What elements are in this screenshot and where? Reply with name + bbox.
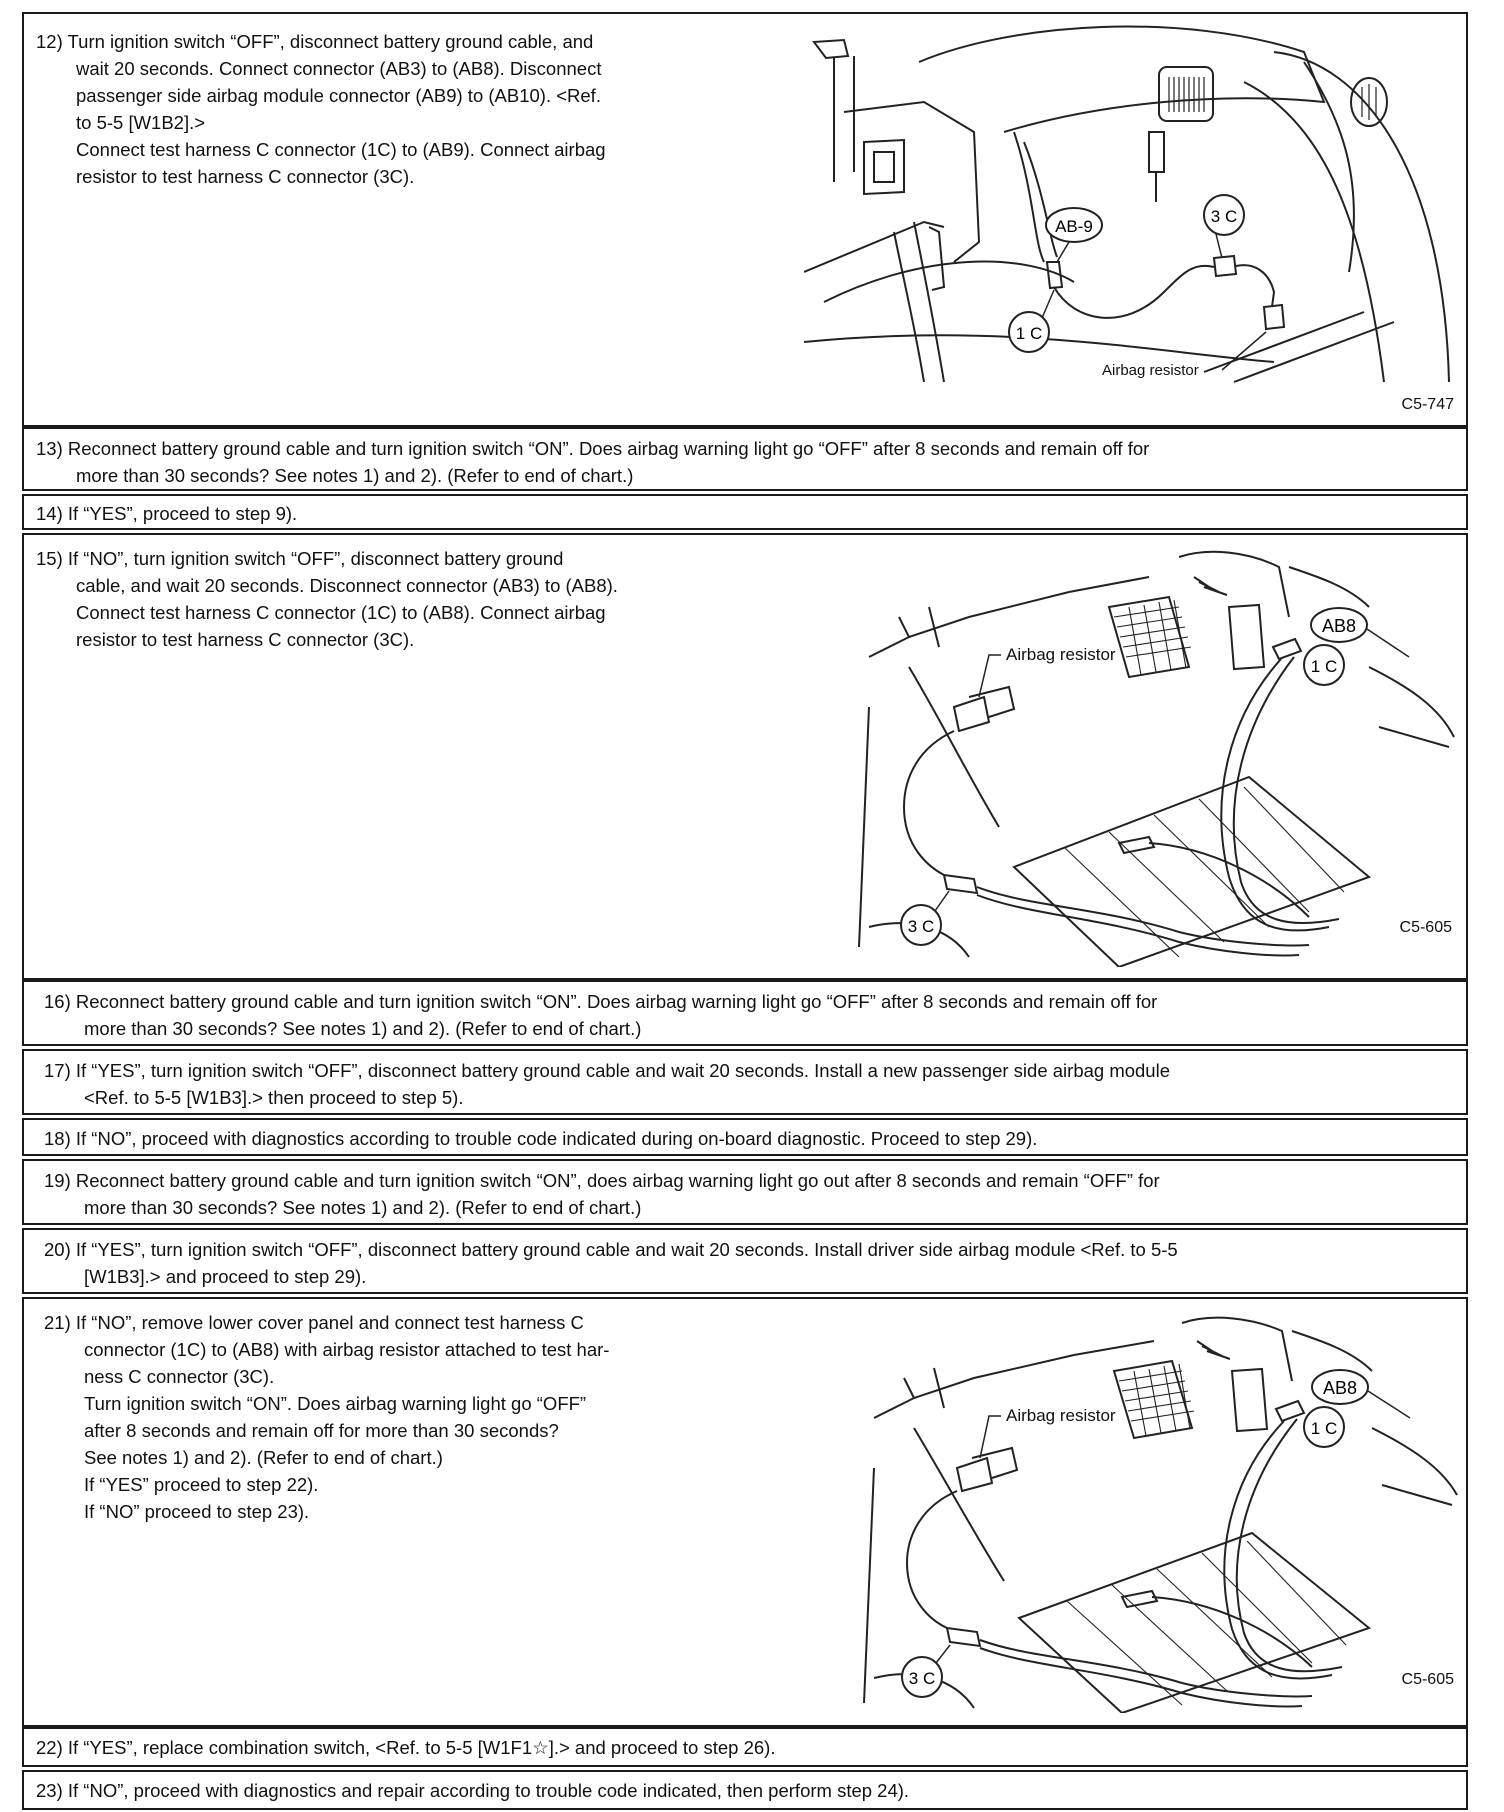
step-13-line: 13) Reconnect battery ground cable and turn ignition switch “ON”. Does airbag warning light go “OFF” after 8 seconds and remain off for xyxy=(36,438,1150,459)
step-12-line: wait 20 seconds. Connect connector (AB3) to (AB8). Disconnect xyxy=(76,58,602,79)
callout-1c xyxy=(1304,1407,1344,1447)
step-17-text xyxy=(44,1057,1452,1111)
step-20 xyxy=(22,1228,1468,1294)
step-15-line: resistor to test harness C connector (3C). xyxy=(76,629,415,650)
step-16-line: 16) Reconnect battery ground cable and turn ignition switch “ON”. Does airbag warning light go “OFF” after 8 seconds and remain off for xyxy=(44,991,1158,1012)
figure-code: C5-747 xyxy=(1401,396,1454,413)
callout-1c xyxy=(1009,290,1054,352)
step-21-line: See notes 1) and 2). (Refer to end of chart.) xyxy=(84,1447,443,1468)
callout-3c xyxy=(901,891,949,945)
label-1c: 1 C xyxy=(1015,324,1043,343)
step-14-text xyxy=(36,500,1452,527)
step-21-text xyxy=(44,1309,764,1525)
step-20-line: 20) If “YES”, turn ignition switch “OFF”, disconnect battery ground cable and wait 20 seconds. Install driver side airbag module <Ref. to 5-5 xyxy=(44,1239,1178,1260)
step-18-text xyxy=(44,1125,1452,1152)
callout-ab9 xyxy=(1046,208,1102,262)
step-12 xyxy=(22,12,1468,427)
step-22-text xyxy=(36,1734,1452,1761)
step-17 xyxy=(22,1049,1468,1115)
label-1c: 1 C xyxy=(1310,657,1338,676)
label-3c: 3 C xyxy=(907,917,935,936)
step-23-line: 23) If “NO”, proceed with diagnostics and repair according to trouble code indicated, then perform step 24). xyxy=(36,1780,910,1801)
step-15-line: 15) If “NO”, turn ignition switch “OFF”, disconnect battery ground xyxy=(36,548,564,569)
step-13-line: more than 30 seconds? See notes 1) and 2). (Refer to end of chart.) xyxy=(76,465,634,486)
step-16-line: more than 30 seconds? See notes 1) and 2). (Refer to end of chart.) xyxy=(84,1018,642,1039)
step-15 xyxy=(22,533,1468,980)
callout-3c xyxy=(902,1645,950,1697)
step-19-text xyxy=(44,1167,1452,1221)
callout-1c xyxy=(1304,645,1344,685)
step-13-text xyxy=(36,435,1452,489)
step-21-line: after 8 seconds and remain off for more than 30 seconds? xyxy=(84,1420,559,1441)
figure-code: C5-605 xyxy=(1399,919,1452,936)
step-16-text xyxy=(44,988,1452,1042)
step-20-text xyxy=(44,1236,1452,1290)
step-18-line: 18) If “NO”, proceed with diagnostics according to trouble code indicated during on-board diagnostic. Proceed to step 29). xyxy=(44,1128,1038,1149)
step-22-line: 22) If “YES”, replace combination switch, <Ref. to 5-5 [W1F1☆].> and proceed to step 26). xyxy=(36,1737,776,1758)
label-airbag-resistor: Airbag resistor xyxy=(1006,645,1116,664)
label-3c: 3 C xyxy=(1210,207,1238,226)
callout-3c xyxy=(1204,195,1244,258)
step-22 xyxy=(22,1727,1468,1767)
step-23-text xyxy=(36,1777,1452,1804)
label-ab8: AB8 xyxy=(1321,616,1357,636)
floor-harness-illustration xyxy=(849,547,1459,967)
step-21 xyxy=(22,1297,1468,1727)
label-airbag-resistor: Airbag resistor xyxy=(1102,362,1199,379)
step-21-line: 21) If “NO”, remove lower cover panel and connect test harness C xyxy=(44,1312,584,1333)
step-12-line: 12) Turn ignition switch “OFF”, disconnect battery ground cable, and xyxy=(36,31,594,52)
step-21-line: connector (1C) to (AB8) with airbag resistor attached to test har- xyxy=(84,1339,610,1360)
step-15-line: cable, and wait 20 seconds. Disconnect connector (AB3) to (AB8). xyxy=(76,575,618,596)
step-23 xyxy=(22,1770,1468,1810)
step-15-line: Connect test harness C connector (1C) to (AB8). Connect airbag xyxy=(76,602,606,623)
label-ab8: AB8 xyxy=(1322,1378,1358,1398)
step-12-line: passenger side airbag module connector (AB9) to (AB10). <Ref. xyxy=(76,85,601,106)
step-12-text xyxy=(36,28,756,190)
step-21-line: If “YES” proceed to step 22). xyxy=(84,1474,319,1495)
step-14 xyxy=(22,494,1468,530)
dashboard-wiring-illustration xyxy=(804,22,1459,394)
label-airbag-resistor: Airbag resistor xyxy=(1006,1406,1116,1425)
step-17-line: 17) If “YES”, turn ignition switch “OFF”, disconnect battery ground cable and wait 20 seconds. Install a new passenger side airbag module xyxy=(44,1060,1170,1081)
step-18 xyxy=(22,1118,1468,1156)
step-13 xyxy=(22,427,1468,491)
figure-code: C5-605 xyxy=(1401,1671,1454,1688)
step-16 xyxy=(22,980,1468,1046)
figure-c5-605-b xyxy=(854,1313,1459,1713)
figure-c5-747 xyxy=(804,22,1459,394)
step-12-line: to 5-5 [W1B2].> xyxy=(76,112,206,133)
step-14-line: 14) If “YES”, proceed to step 9). xyxy=(36,503,298,524)
step-20-line: [W1B3].> and proceed to step 29). xyxy=(84,1266,367,1287)
label-ab9: AB-9 xyxy=(1055,217,1093,236)
label-3c: 3 C xyxy=(908,1669,936,1688)
step-19-line: more than 30 seconds? See notes 1) and 2). (Refer to end of chart.) xyxy=(84,1197,642,1218)
floor-harness-illustration xyxy=(854,1313,1459,1713)
label-1c: 1 C xyxy=(1310,1419,1338,1438)
step-17-line: <Ref. to 5-5 [W1B3].> then proceed to step 5). xyxy=(84,1087,464,1108)
step-19 xyxy=(22,1159,1468,1225)
figure-c5-605-a xyxy=(849,547,1459,967)
step-12-line: resistor to test harness C connector (3C). xyxy=(76,166,415,187)
step-21-line: Turn ignition switch “ON”. Does airbag warning light go “OFF” xyxy=(84,1393,587,1414)
step-15-text xyxy=(36,545,756,653)
step-21-line: ness C connector (3C). xyxy=(84,1366,275,1387)
step-19-line: 19) Reconnect battery ground cable and turn ignition switch “ON”, does airbag warning light go out after 8 seconds and remain “OFF” for xyxy=(44,1170,1160,1191)
step-21-line: If “NO” proceed to step 23). xyxy=(84,1501,310,1522)
step-12-line: Connect test harness C connector (1C) to (AB9). Connect airbag xyxy=(76,139,606,160)
